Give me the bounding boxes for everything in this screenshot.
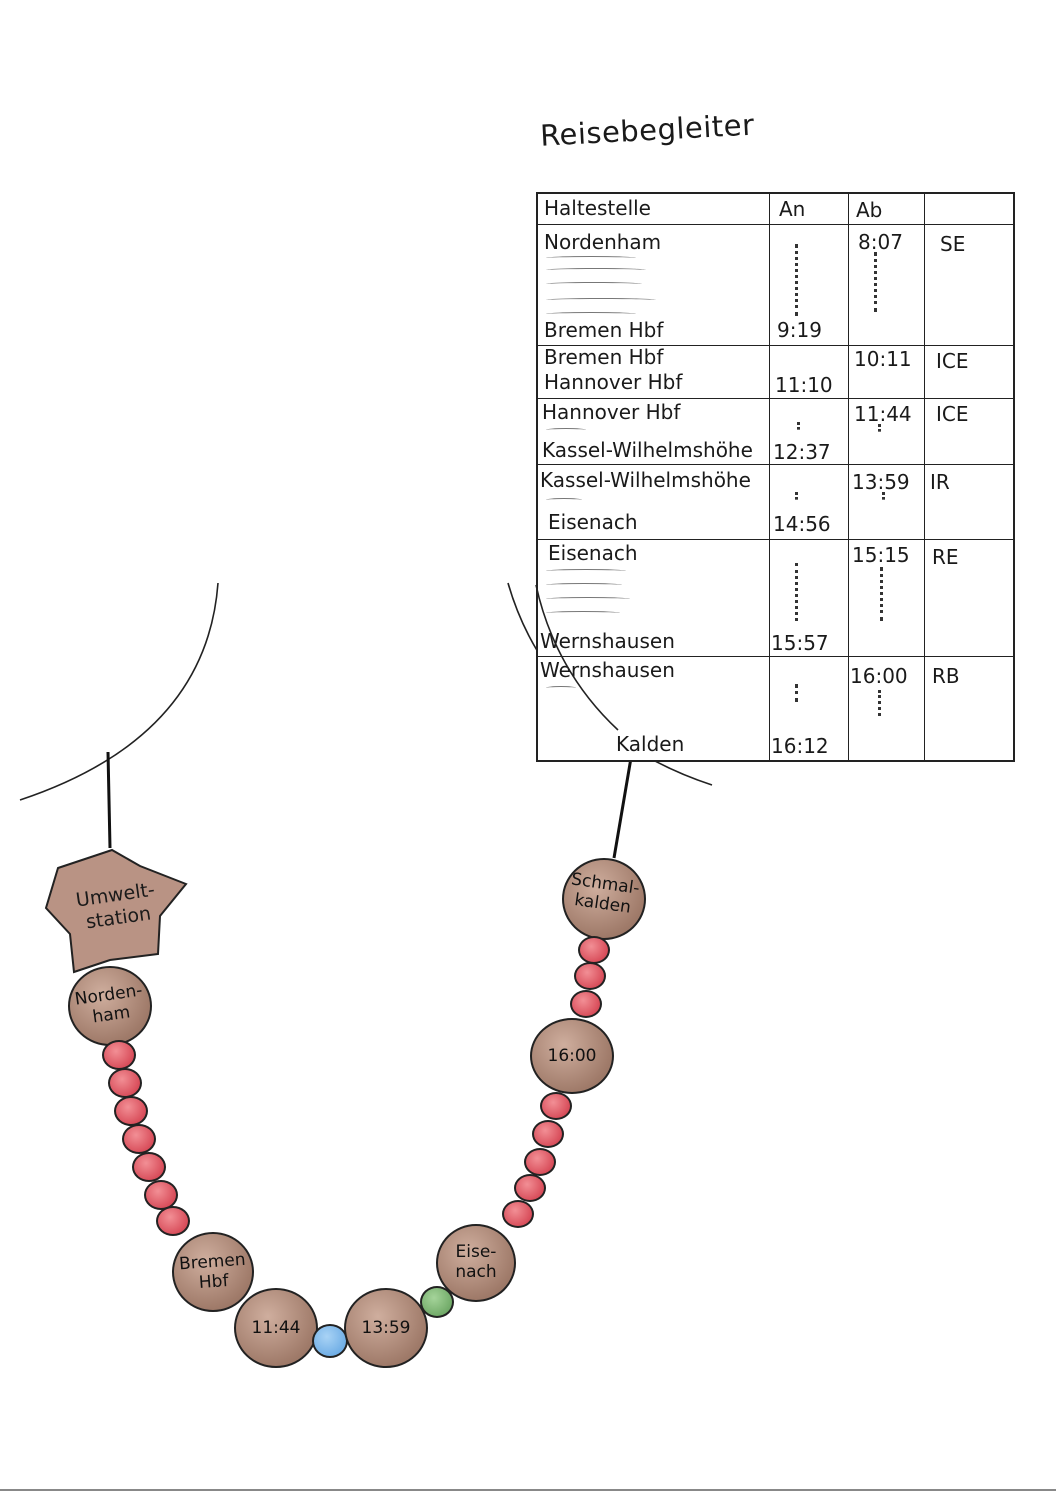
small-bead (122, 1124, 156, 1154)
ab-time: 8:07 (858, 230, 903, 254)
ab-time: 11:44 (854, 402, 912, 426)
small-bead (108, 1068, 142, 1098)
ab-cell (848, 539, 925, 656)
squiggle (546, 282, 642, 286)
small-bead (514, 1174, 546, 1202)
dots (795, 244, 801, 316)
bead-nordenham-label: Norden- ham (73, 980, 144, 1028)
necklace-string-right (614, 752, 632, 858)
small-bead (132, 1152, 166, 1182)
stop-to: Kassel-Wilhelmshöhe (542, 438, 753, 462)
header-cell (538, 194, 770, 224)
ab-time: 15:15 (852, 543, 910, 567)
header-cell (848, 194, 925, 224)
bead-schmalkalden-label: Schmal- kalden (569, 869, 641, 918)
small-bead (102, 1040, 136, 1070)
squiggle (546, 256, 636, 260)
ab-cell (848, 464, 925, 539)
ab-cell (848, 398, 925, 464)
timetable-row (538, 224, 1013, 346)
dots (797, 422, 803, 430)
dots (874, 252, 880, 312)
an-cell (769, 539, 849, 656)
train-cell (924, 539, 1013, 656)
stop-to: Hannover Hbf (544, 370, 683, 394)
small-bead (540, 1092, 572, 1120)
pendant-label: Umwelt- station (74, 878, 157, 934)
small-bead (570, 990, 602, 1018)
train-cell (924, 224, 1013, 345)
an-cell (769, 464, 849, 539)
train-type: RB (932, 664, 960, 688)
stop-from: Hannover Hbf (542, 400, 681, 424)
ab-time: 13:59 (852, 470, 910, 494)
bead-blue (312, 1324, 348, 1358)
an-time: 11:10 (775, 373, 833, 397)
squiggle (546, 268, 646, 272)
bead-bremen-label: Bremen Hbf (178, 1249, 247, 1293)
timetable-row (538, 539, 1013, 657)
bead-eisenach-label: Eise- nach (455, 1242, 497, 1282)
small-bead (532, 1120, 564, 1148)
train-type: SE (940, 232, 966, 256)
squiggle (546, 597, 630, 601)
small-bead (524, 1148, 556, 1176)
ab-cell (848, 656, 925, 760)
header-ab: Ab (856, 198, 883, 222)
header-an: An (779, 197, 806, 221)
an-time: 15:57 (771, 631, 829, 655)
train-cell (924, 398, 1013, 464)
page-edge (0, 1489, 1056, 1491)
header-cell (769, 194, 849, 224)
squiggle (546, 569, 626, 573)
bead-1359-label: 13:59 (361, 1318, 411, 1338)
an-cell (769, 656, 849, 760)
header-cell (924, 194, 1013, 224)
stop-to: Eisenach (548, 510, 638, 534)
an-cell (769, 345, 849, 398)
small-bead (578, 936, 610, 964)
dots (880, 567, 886, 621)
stop-cell (538, 539, 770, 656)
timetable-header-row (538, 194, 1013, 225)
squiggle (546, 583, 622, 587)
timetable-row (538, 464, 1013, 540)
stop-cell (538, 345, 770, 398)
small-bead (156, 1206, 190, 1236)
squiggle (546, 611, 620, 615)
an-time: 14:56 (773, 512, 831, 536)
stop-to: Kalden (616, 732, 685, 756)
ab-time: 10:11 (854, 347, 912, 371)
dots (878, 424, 884, 432)
stop-to: Wernshausen (540, 629, 675, 653)
squiggle (546, 298, 656, 302)
stop-cell (538, 464, 770, 539)
dots (795, 684, 801, 702)
squiggle (546, 686, 576, 690)
stop-from: Wernshausen (540, 658, 675, 682)
timetable-row (538, 398, 1013, 465)
an-time: 16:12 (771, 734, 829, 758)
squiggle (546, 428, 586, 432)
ab-cell (848, 224, 925, 345)
stop-cell (538, 398, 770, 464)
train-cell (924, 345, 1013, 398)
stop-from: Kassel-Wilhelmshöhe (540, 468, 751, 492)
an-time: 12:37 (773, 440, 831, 464)
an-cell (769, 224, 849, 345)
page-title: Reisebegleiter (539, 107, 756, 153)
train-type: ICE (936, 402, 969, 426)
an-time: 9:19 (777, 318, 822, 342)
small-bead (114, 1096, 148, 1126)
small-bead (502, 1200, 534, 1228)
small-bead (574, 962, 606, 990)
dots (878, 690, 884, 716)
stop-from: Eisenach (548, 541, 638, 565)
stop-cell (538, 224, 770, 345)
timetable (536, 192, 1015, 762)
stop-to: Bremen Hbf (544, 318, 664, 342)
an-cell (769, 398, 849, 464)
train-cell (924, 464, 1013, 539)
timetable-row (538, 656, 1013, 760)
stop-cell (538, 656, 770, 760)
train-type: RE (932, 545, 959, 569)
bead-1600-label: 16:00 (547, 1046, 597, 1066)
dots (795, 563, 801, 621)
timetable-row (538, 345, 1013, 399)
train-cell (924, 656, 1013, 760)
dots (795, 492, 801, 500)
train-type: IR (930, 470, 950, 494)
train-type: ICE (936, 349, 969, 373)
ab-cell (848, 345, 925, 398)
squiggle (546, 312, 636, 316)
bead-1144-label: 11:44 (251, 1318, 301, 1338)
header-stop: Haltestelle (544, 196, 651, 220)
necklace-string-left (108, 752, 110, 848)
dots (882, 492, 888, 500)
squiggle (546, 498, 582, 502)
stop-from: Bremen Hbf (544, 345, 664, 369)
ab-time: 16:00 (850, 664, 908, 688)
stop-from: Nordenham (544, 230, 662, 254)
